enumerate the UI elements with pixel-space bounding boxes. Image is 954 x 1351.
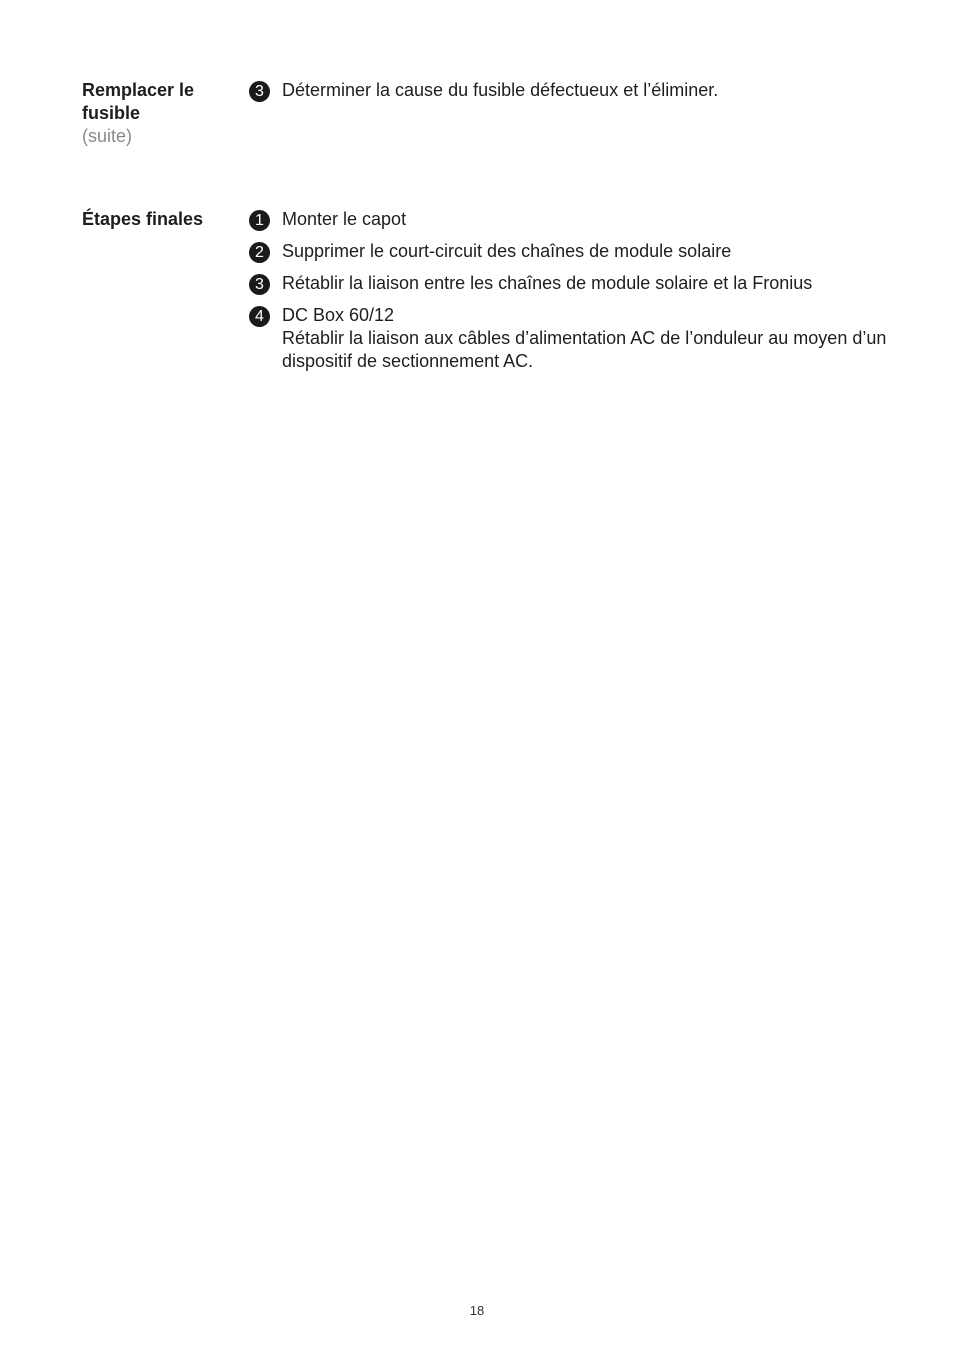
step-text: Déterminer la cause du fusible défectueux et l’éliminer. xyxy=(282,80,719,100)
step-item xyxy=(249,272,889,295)
step-item xyxy=(249,304,889,373)
step-list xyxy=(249,208,889,382)
section-heading-title: Remplacer le fusible xyxy=(82,80,195,123)
step-number-badge: 2 xyxy=(249,242,270,263)
step-number-badge: 4 xyxy=(249,306,270,327)
step-text: Monter le capot xyxy=(282,209,407,229)
step-item xyxy=(249,208,889,231)
step-number-badge: 3 xyxy=(249,274,270,295)
step-item xyxy=(249,240,889,263)
section-heading-title: Étapes finales xyxy=(82,209,204,229)
step-text: DC Box 60/12 xyxy=(282,305,395,325)
step-number-badge: 3 xyxy=(249,81,270,102)
section-heading xyxy=(82,79,242,148)
section-heading xyxy=(82,208,242,231)
page-number: 18 xyxy=(469,1303,485,1318)
step-text: Rétablir la liaison aux câbles d’alimentation AC de l’onduleur au moyen d’un dispositif de sectionnement AC. xyxy=(282,328,887,371)
step-text: Supprimer le court-circuit des chaînes de module solaire xyxy=(282,241,732,261)
step-number-badge: 1 xyxy=(249,210,270,231)
section-heading-continued: (suite) xyxy=(82,126,133,146)
step-list xyxy=(249,79,889,111)
step-text: Rétablir la liaison entre les chaînes de module solaire et la Fronius xyxy=(282,273,813,293)
step-item xyxy=(249,79,889,102)
